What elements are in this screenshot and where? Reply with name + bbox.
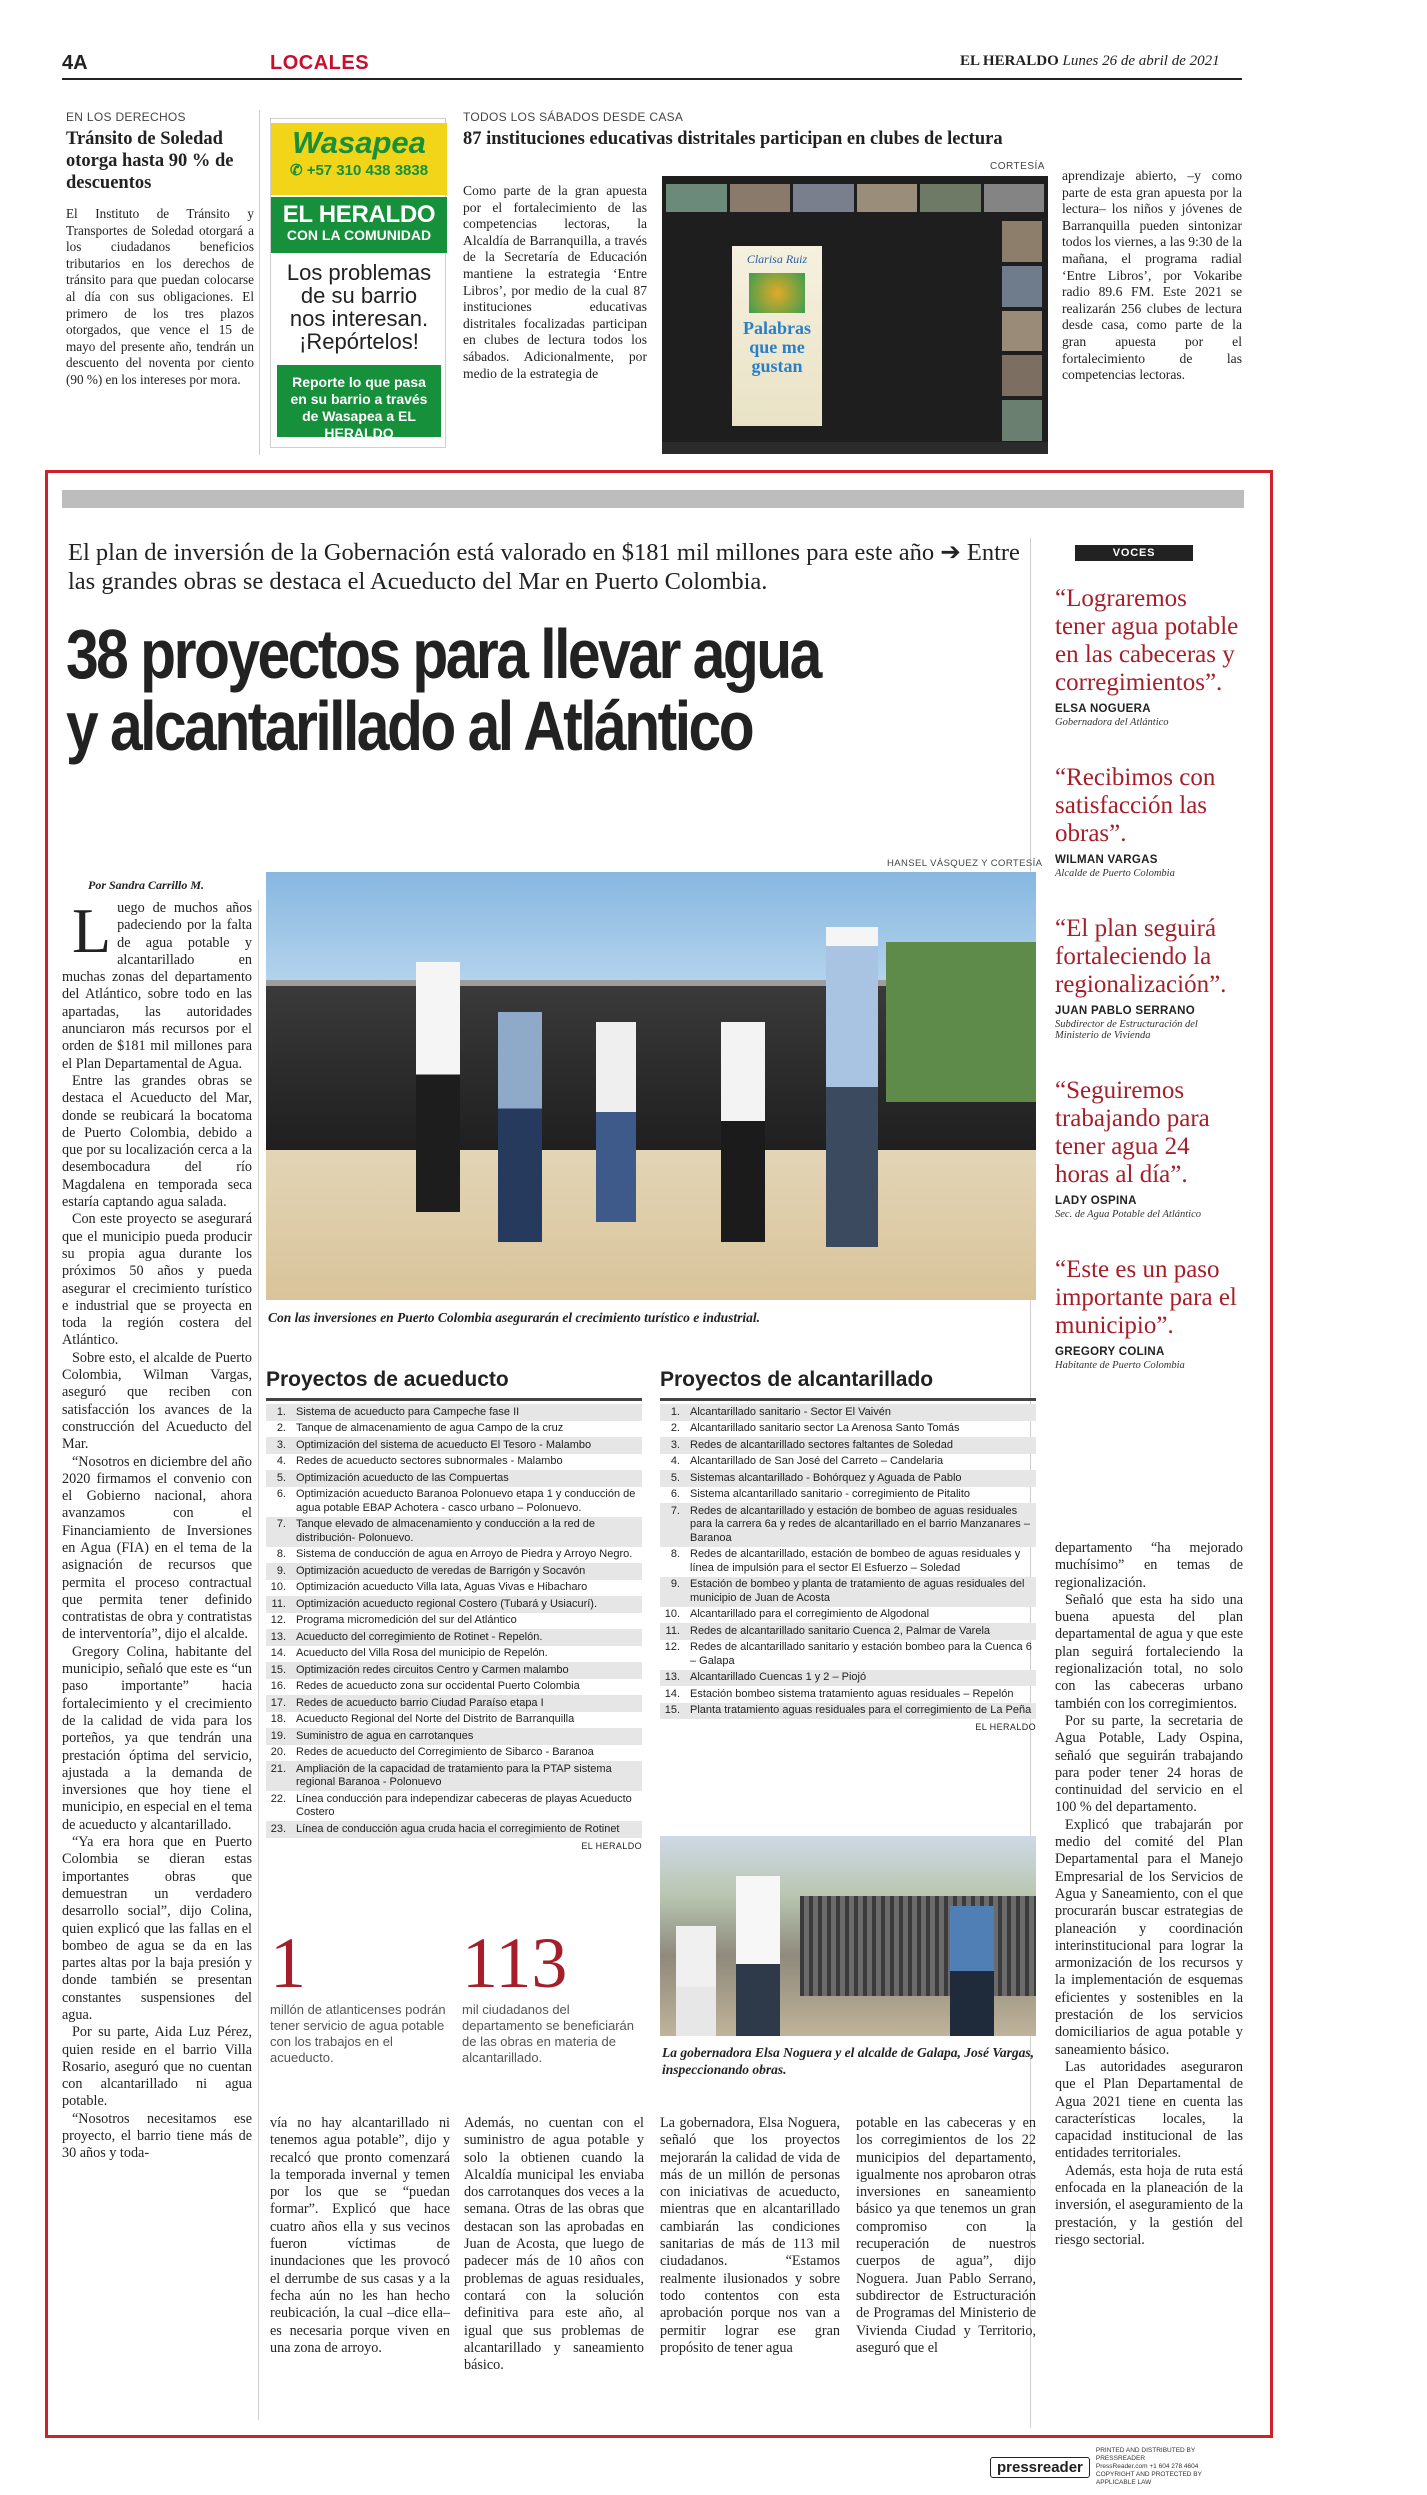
- voces-item: [1055, 764, 1243, 879]
- table-row: [266, 1487, 642, 1517]
- voces-item: [1055, 585, 1243, 728]
- row-text: Redes de alcantarillado sectores faltantes de Soledad: [690, 1438, 953, 1451]
- voces-sidebar: [1055, 545, 1243, 1371]
- row-text: Optimización acueducto de las Compuertas: [296, 1471, 509, 1484]
- row-text: Redes de alcantarillado y estación de bombeo de aguas residuales para la carrera 6a y redes de alcantarillado en el barrio Manzanares – Baranoa: [690, 1504, 1030, 1544]
- video-thumbnails: [666, 184, 1044, 212]
- rebar-grid: [800, 1896, 1036, 1996]
- row-number: 10.: [270, 1581, 286, 1593]
- legal-line3: COPYRIGHT AND PROTECTED BY APPLICABLE LAW: [1095, 2471, 1202, 2486]
- row-number: 11.: [271, 1597, 286, 1610]
- table-row: [266, 1517, 642, 1547]
- brief-lectura-col1: Como parte de la gran apuesta por el fortalecimiento de las competencias lectoras, la Alcaldía de Barranquilla, a través de la Secretaría de Educación mantiene la estrategia ‘Entre Libros’, por medio de la cual 87 instituciones educativas distritales focalizadas participan en clubes de lectura todos los sábados. Adicionalmente, por medio de la estrategia de: [463, 183, 647, 381]
- header-rule: [62, 78, 1242, 80]
- col1-paragraphs: [62, 895, 252, 2163]
- person-b: [736, 1876, 780, 2036]
- table-row: [660, 1421, 1036, 1438]
- article-paragraph: “Nosotros en diciembre del año 2020 firmamos el convenio con el Gobierno nacional, ahora avanzamos con el Financiamiento de Inversiones en Agua (FIA) en el tema de la asignación de recursos que permita el proceso contractual que permita tener definido contratistas de obra y contratistas de interventoría”, dijo el alcalde.: [62, 1453, 252, 1643]
- person-3: [596, 1022, 636, 1222]
- ad-org-line1: EL HERALDO: [282, 201, 436, 228]
- row-text: Optimización redes circuitos Centro y Carmen malambo: [296, 1663, 569, 1676]
- table-acueducto-title: Proyectos de acueducto: [266, 1368, 642, 1401]
- trees: [886, 942, 1036, 1102]
- person-a: [676, 1926, 716, 2036]
- book-illustration: [749, 273, 805, 313]
- table-row: [266, 1580, 642, 1597]
- row-text: Línea conducción para independizar cabeceras de playas Acueducto Costero: [296, 1792, 632, 1818]
- legal-line2: PressReader.com +1 604 278 4604: [1095, 2463, 1199, 2470]
- brief-body: El Instituto de Tránsito y Transportes de Soledad otorgará a los ciudadanos beneficios tributarios en los derechos de tránsito para que puedan colocarse al día con sus obligaciones. El primero de los tres plazos otorgados, que vence el 15 de mayo del presente año, tendrán un descuento del noventa por ciento (90 %) en los intereses por mora.: [66, 206, 254, 387]
- row-number: 2.: [670, 1422, 680, 1434]
- voces-label: VOCES: [1075, 545, 1193, 561]
- table-acueducto: [266, 1368, 642, 1851]
- stat-1-number: 1: [270, 1923, 306, 2003]
- section-name: LOCALES: [270, 52, 370, 74]
- masthead-title: EL HERALDO: [960, 53, 1059, 69]
- column-rule: [258, 900, 259, 2420]
- person-1: [416, 962, 460, 1212]
- ad-message: Los problemas de su barrio nos interesan. ¡Repórtelos!: [286, 260, 432, 354]
- book-title: Palabras que me gustan: [742, 318, 811, 376]
- wasapea-ad[interactable]: [270, 118, 446, 448]
- stat-1-text: millón de atlanticenses podrán tener servicio de agua potable con los trabajos en el acueducto.: [270, 2002, 446, 2065]
- person-5: [826, 927, 878, 1247]
- voces-name: JUAN PABLO SERRANO: [1055, 1005, 1196, 1017]
- row-text: Redes de acueducto zona sur occidental Puerto Colombia: [296, 1680, 580, 1692]
- table-row: [660, 1487, 1036, 1504]
- table-row: [266, 1761, 642, 1791]
- ad-brand-block: [271, 123, 447, 195]
- row-text: Acueducto del corregimiento de Rotinet - Repelón.: [296, 1630, 543, 1643]
- participant-column: [1002, 221, 1042, 441]
- voces-quote: “Recibimos con satisfacción las obras”.: [1055, 764, 1216, 847]
- row-number: 1.: [276, 1405, 286, 1418]
- row-text: Línea de conducción agua cruda hacia el corregimiento de Rotinet: [296, 1822, 620, 1835]
- column-rule: [259, 110, 260, 455]
- book-author: Clarisa Ruiz: [746, 252, 808, 266]
- brief-kicker-2: TODOS LOS SÁBADOS DESDE CASA: [463, 110, 684, 124]
- article-headline: [66, 615, 906, 765]
- byline: Por Sandra Carrillo M.: [88, 878, 205, 892]
- article-col5: potable en las cabeceras y en los corregimientos de los 22 municipios del departamento, igualmente nos aprobaron otras inversiones en saneamiento básico ya que tenemos un gran compromiso con la recuperación de nuestros cuerpos de agua”, dijo Noguera. Juan Pablo Serrano, subdirector de Estructuración de Programas del Ministerio de Vivienda Ciudad y Territorio, aseguró que el: [856, 2115, 1036, 2356]
- row-text: Ampliación de la capacidad de tratamiento para la PTAP sistema regional Baranoa - Polonuevo: [296, 1762, 612, 1788]
- arrow-icon: ➔: [940, 539, 961, 566]
- row-text: Optimización del sistema de acueducto El Tesoro - Malambo: [296, 1438, 592, 1451]
- brief-transito: [66, 110, 254, 389]
- article-paragraph: uego de muchos años padeciendo por la falta de agua potable y alcantarillado en muchas zonas del departamento del Atlántico, sobre todo en las apartadas, las autoridades anunciaron más recursos por el orden de $181 mil millones para el Plan Departamental de Agua.: [62, 900, 252, 1072]
- row-number: 12.: [664, 1641, 680, 1653]
- pressreader-legal: [1096, 2447, 1240, 2487]
- row-text: Optimización acueducto Villa Iata, Aguas Vivas e Hibacharo: [296, 1581, 588, 1593]
- table-row: [266, 1454, 642, 1471]
- table-row: [266, 1547, 642, 1564]
- voces-role: Gobernadora del Atlántico: [1055, 717, 1169, 728]
- row-text: Estación bombeo sistema tratamiento aguas residuales – Repelón: [690, 1687, 1014, 1700]
- table-acueducto-rows: [266, 1404, 642, 1838]
- row-text: Sistema de conducción de agua en Arroyo de Piedra y Arroyo Negro.: [296, 1548, 633, 1560]
- row-number: 22.: [270, 1792, 286, 1805]
- person-c: [950, 1906, 994, 2036]
- row-text: Acueducto Regional del Norte del Distrito de Barranquilla: [296, 1713, 575, 1725]
- article-paragraph: Sobre esto, el alcalde de Puerto Colombia, Wilman Vargas, aseguró que reciben con satisfacción los avances de la construcción del Acueducto del Mar.: [62, 1349, 252, 1453]
- table-row: [660, 1470, 1036, 1487]
- table-row: [660, 1404, 1036, 1421]
- masthead: [960, 53, 1220, 70]
- row-text: Alcantarillado para el corregimiento de Algodonal: [690, 1608, 930, 1620]
- zoom-meeting-photo: [662, 176, 1048, 454]
- table-row: [660, 1437, 1036, 1454]
- row-text: Redes de alcantarillado sanitario y estación bombeo para la Cuenca 6 – Galapa: [690, 1641, 1032, 1667]
- article-deck: [68, 538, 1048, 596]
- row-text: Sistemas alcantarillado - Bohórquez y Aguada de Pablo: [690, 1471, 962, 1484]
- row-number: 5.: [670, 1471, 680, 1484]
- row-number: 8.: [670, 1548, 680, 1560]
- page-number: 4A: [62, 52, 88, 74]
- row-number: 4.: [670, 1455, 680, 1467]
- stat-2: [462, 1923, 652, 2066]
- row-text: Suministro de agua en carrotanques: [296, 1729, 474, 1742]
- row-text: Optimización acueducto Baranoa Polonuevo etapa 1 y conducción de agua potable EBAP Achotera - casco urbano – Polonuevo.: [296, 1488, 636, 1514]
- taskbar: [662, 442, 1048, 454]
- row-number: 6.: [670, 1488, 680, 1500]
- brief-headline-2: 87 instituciones educativas distritales participan en clubes de lectura: [463, 129, 1003, 149]
- stat-2-number: 113: [462, 1923, 568, 2003]
- headline-line2: y alcantarillado al Atlántico: [66, 687, 753, 765]
- ad-brand: Wasapea: [292, 125, 426, 160]
- ad-org-line2: CON LA COMUNIDAD: [286, 227, 432, 243]
- stat-1: [270, 1923, 450, 2066]
- table-row: [660, 1670, 1036, 1687]
- book-cover: [732, 246, 822, 426]
- row-text: Acueducto del Villa Rosa del municipio de Repelón.: [296, 1647, 548, 1659]
- row-number: 3.: [276, 1438, 286, 1451]
- voces-item: [1055, 915, 1243, 1041]
- article-paragraph: Además, esta hoja de ruta está enfocada en la planeación de la inversión, el aseguramiento de la prestación, y la gestión del riesgo sectorial.: [1055, 2162, 1243, 2248]
- deck-part1: El plan de inversión de la Gobernación está valorado en $181 mil millones para este año: [68, 539, 935, 566]
- row-number: 10.: [664, 1608, 680, 1620]
- voces-quote: “Este es un paso importante para el municipio”.: [1055, 1256, 1237, 1339]
- row-number: 4.: [276, 1455, 286, 1467]
- ad-footer: Reporte lo que pasa en su barrio a través de Wasapea a EL HERALDO: [277, 365, 441, 437]
- article-paragraph: Por su parte, Aida Luz Pérez, quien reside en el barrio Villa Rosario, aseguró que no cuentan con alcantarillado ni agua potable.: [62, 2024, 252, 2110]
- legal-line1: PRINTED AND DISTRIBUTED BY PRESSREADER: [1095, 2447, 1196, 2462]
- voces-role: Subdirector de Estructuración del Ministerio de Vivienda: [1055, 1019, 1198, 1041]
- table-alcantarillado-source: EL HERALDO: [975, 1722, 1036, 1732]
- row-number: 15.: [270, 1663, 286, 1676]
- article-paragraph: “Ya era hora que en Puerto Colombia se dieran estas importantes obras que demuestran un verdadero desarrollo social”, dijo Colina, quien explicó que las fallas en el bombeo de agua se da en las partes altas por la baja presión y donde también se presentan constantes suspensiones del agua.: [62, 1834, 252, 2023]
- row-text: Optimización acueducto de veredas de Barrigón y Socavón: [296, 1564, 586, 1577]
- table-row: [660, 1577, 1036, 1607]
- table-alcantarillado-rows: [660, 1404, 1036, 1719]
- table-row: [266, 1695, 642, 1712]
- dropcap: L: [72, 895, 112, 966]
- table-row: [266, 1662, 642, 1679]
- article-paragraph: Explicó que trabajarán por medio del comité del Plan Departamental para el Manejo Empresarial de los Servicios de Agua y Saneamiento, con el que procurarán buscar estrategias de planeación y coordinación interinstitucional para lograr la armonización de los recursos y la implementación de esquemas eficientes y sostenibles en la prestación de los servicios domiciliarios de agua potable y saneamiento básico.: [1055, 1816, 1243, 2058]
- voces-item: [1055, 1256, 1243, 1371]
- ad-phone: [271, 161, 447, 179]
- row-text: Tanque elevado de almacenamiento y conducción a la red de distribución- Polonuevo.: [296, 1518, 596, 1544]
- table-row: [266, 1613, 642, 1630]
- table-row: [266, 1821, 642, 1838]
- table-acueducto-source: EL HERALDO: [581, 1840, 642, 1851]
- row-number: 14.: [664, 1687, 680, 1700]
- article-col6: [1055, 1540, 1243, 2249]
- main-photo: [266, 872, 1036, 1300]
- voces-name: WILMAN VARGAS: [1055, 854, 1158, 866]
- brief-lectura: [463, 110, 1243, 150]
- voces-list: [1055, 585, 1243, 1371]
- ad-phone-number: +57 310 438 3838: [306, 162, 429, 179]
- voces-quote: “El plan seguirá fortaleciendo la regionalización”.: [1055, 915, 1227, 998]
- brief-lectura-col2: aprendizaje abierto, –y como parte de esta gran apuesta por la lectura– los niños y jóvenes de Barranquilla pueden sintonizar todos los viernes, a las 9:30 de la mañana, el programa radial ‘Entre Libros’, por Vokaribe radio 89.6 FM. Este 2021 se realizarán 256 clubes de lectura desde casa, como parte de la gran apuesta por el fortalecimiento de las competencias lectoras.: [1062, 168, 1242, 383]
- table-row: [266, 1437, 642, 1454]
- table-row: [660, 1607, 1036, 1624]
- stat-2-text: mil ciudadanos del departamento se beneficiarán de las obras en materia de alcantarillado.: [462, 2002, 635, 2065]
- article-paragraph: Las autoridades aseguraron que el Plan Departamental de Agua 2021 tiene en cuenta las características locales, la capacidad institucional de las entidades territoriales.: [1055, 2058, 1243, 2162]
- table-row: [266, 1470, 642, 1487]
- article-paragraph: departamento “ha mejorado muchísimo” en temas de regionalización.: [1055, 1540, 1243, 1591]
- row-number: 17.: [270, 1696, 286, 1709]
- table-alcantarillado: [660, 1368, 1036, 1732]
- person-4: [721, 1022, 765, 1242]
- person-2: [498, 1012, 542, 1242]
- row-text: Sistema de acueducto para Campeche fase II: [296, 1405, 520, 1418]
- row-text: Programa micromedición del sur del Atlántico: [296, 1614, 517, 1626]
- voces-role: Habitante de Puerto Colombia: [1055, 1360, 1185, 1371]
- table-row: [660, 1623, 1036, 1640]
- row-number: 11.: [665, 1624, 680, 1637]
- voces-name: LADY OSPINA: [1055, 1195, 1137, 1207]
- table-row: [266, 1745, 642, 1762]
- brief-headline: Tránsito de Soledad otorga hasta 90 % de descuentos: [66, 129, 234, 193]
- row-number: 3.: [670, 1438, 680, 1451]
- inspection-caption: La gobernadora Elsa Noguera y el alcalde de Galapa, José Vargas, inspeccionando obras.: [662, 2045, 1034, 2077]
- row-text: Alcantarillado Cuencas 1 y 2 – Piojó: [690, 1671, 867, 1683]
- row-text: Redes de alcantarillado, estación de bombeo de aguas residuales y línea de impulsión para el sector El Esfuerzo – Soledad: [690, 1548, 1021, 1574]
- article-col4: La gobernadora, Elsa Noguera, señaló que los proyectos mejorarán la calidad de vida de más de un millón de personas con iniciativas de acueducto, mientras que en alcantarillado cambiarán las condiciones sanitarias de más de 113 mil ciudadanos. “Estamos realmente ilusionados y sobre todo contentos con esta aprobación porque nos van a permitir lograr ese gran propósito de tener agua: [660, 2115, 840, 2356]
- pressreader-footer[interactable]: [990, 2447, 1240, 2486]
- row-number: 9.: [670, 1578, 680, 1590]
- table-row: [266, 1791, 642, 1821]
- row-text: Redes de alcantarillado sanitario Cuenca 2, Palmar de Varela: [690, 1624, 991, 1637]
- whatsapp-icon: ✆: [289, 162, 303, 179]
- row-number: 8.: [276, 1548, 286, 1560]
- table-row: [266, 1646, 642, 1663]
- voces-role: Alcalde de Puerto Colombia: [1055, 868, 1175, 879]
- table-row: [266, 1712, 642, 1729]
- row-text: Sistema alcantarillado sanitario - corregimiento de Pitalito: [690, 1488, 971, 1500]
- row-number: 7.: [670, 1504, 680, 1517]
- table-row: [660, 1454, 1036, 1471]
- article-col2: vía no hay alcantarillado ni tenemos agua potable”, dijo y recalcó que pronto comenzará la temporada invernal y temen por los que se “puedan formar”. Explicó que hace cuatro años ella y sus vecinos fueron víctimas de inundaciones que les provocó el derrumbe de sus casas y a la fecha aún no les han hecho reubicación, la cual –dice ella– es necesaria porque viven en una zona de arroyo.: [270, 2115, 450, 2356]
- photo-credit-small: CORTESÍA: [990, 161, 1045, 172]
- table-row: [266, 1679, 642, 1696]
- row-number: 18.: [270, 1713, 286, 1725]
- row-text: Estación de bombeo y planta de tratamiento de aguas residuales del municipio de Juan de Acosta: [690, 1578, 1025, 1604]
- voces-item: [1055, 1077, 1243, 1220]
- main-photo-credit: HANSEL VÁSQUEZ Y CORTESÍA: [887, 858, 1043, 869]
- inspection-photo: [660, 1836, 1036, 2036]
- article-col1: [62, 895, 252, 2163]
- article-paragraph: Entre las grandes obras se destaca el Acueducto del Mar, donde se reubicará la bocatoma de Puerto Colombia, debido a que por su localización cerca a la desembocadura del río Magdalena en temporada seca estaría captando agua salada.: [62, 1072, 252, 1211]
- section-gray-bar: [62, 490, 1244, 508]
- row-number: 13.: [664, 1671, 680, 1683]
- table-alcantarillado-title: Proyectos de alcantarillado: [660, 1368, 1036, 1401]
- table-row: [266, 1563, 642, 1580]
- row-text: Planta tratamiento aguas residuales para el corregimiento de La Peña: [690, 1704, 1032, 1716]
- row-number: 23.: [270, 1822, 286, 1835]
- article-paragraph: “Nosotros necesitamos ese proyecto, el barrio tiene más de 30 años y toda-: [62, 2110, 252, 2162]
- row-number: 6.: [276, 1488, 286, 1500]
- row-number: 19.: [270, 1729, 286, 1742]
- voces-quote: “Seguiremos trabajando para tener agua 24 horas al día”.: [1055, 1077, 1210, 1188]
- row-number: 7.: [276, 1518, 286, 1530]
- table-row: [266, 1404, 642, 1421]
- main-photo-caption: Con las inversiones en Puerto Colombia asegurarán el crecimiento turístico e industrial.: [268, 1310, 761, 1325]
- table-row: [266, 1728, 642, 1745]
- table-row: [660, 1686, 1036, 1703]
- voces-role: Sec. de Agua Potable del Atlántico: [1055, 1209, 1201, 1220]
- article-paragraph: Gregory Colina, habitante del municipio, señaló que este es “un paso importante” hacia fortalecimiento y el crecimiento de la calidad de vida para los porteños, ya que tendrán una prestación óptima del servicio, ajustada a la demanda de inversiones que hoy tiene el municipio, en especial en el tema de acueducto y alcantarillado.: [62, 1643, 252, 1833]
- row-text: Alcantarillado sanitario - Sector El Vaivén: [690, 1405, 891, 1418]
- row-number: 13.: [270, 1630, 286, 1643]
- headline-line1: 38 proyectos para llevar agua: [66, 615, 820, 693]
- table-row: [660, 1640, 1036, 1670]
- issue-date: Lunes 26 de abril de 2021: [1062, 53, 1220, 69]
- article-col3: Además, no cuentan con el suministro de agua potable y solo la obtienen cuando la Alcaldía municipal les enviaba dos carrotanques dos veces a la semana. Otras de las obras que destacan son las aprobadas en Juan de Acosta, que luego de padecer más de 10 años con problemas de aguas residuales, contará con la solución definitiva para este año, al igual que sus problemas de alcantarillado y saneamiento básico.: [464, 2115, 644, 2374]
- row-text: Redes de acueducto barrio Ciudad Paraíso etapa I: [296, 1696, 544, 1709]
- article-paragraph: Por su parte, la secretaria de Agua Potable, Lady Ospina, señaló que seguirán trabajando para poder tener 24 horas de continuidad del servicio en el 100 % del departamento.: [1055, 1712, 1243, 1816]
- table-row: [660, 1703, 1036, 1720]
- table-row: [660, 1503, 1036, 1547]
- row-number: 9.: [276, 1564, 286, 1577]
- deck-part2: Entre las grandes obras se destaca el Acueducto del Mar en Puerto Colombia.: [68, 539, 1020, 595]
- row-text: Redes de acueducto del Corregimiento de Sibarco - Baranoa: [296, 1746, 594, 1758]
- table-row: [266, 1421, 642, 1438]
- pressreader-logo: pressreader: [990, 2457, 1090, 2478]
- voces-name: ELSA NOGUERA: [1055, 703, 1151, 715]
- voces-quote: “Lograremos tener agua potable en las cabeceras y corregimientos”.: [1055, 585, 1239, 696]
- article-paragraph: Con este proyecto se asegurará que el municipio pueda producir su propia agua durante los próximos 50 años y pueda asegurar el crecimiento turístico e industrial que se proyecta en toda la región costera del Atlántico.: [62, 1211, 252, 1349]
- row-number: 15.: [664, 1704, 680, 1716]
- table-row: [266, 1596, 642, 1613]
- row-number: 20.: [270, 1746, 286, 1758]
- row-number: 16.: [270, 1680, 286, 1692]
- table-row: [660, 1547, 1036, 1577]
- row-text: Optimización acueducto regional Costero (Tubará y Usiacurí).: [296, 1597, 598, 1610]
- ad-org-block: [271, 197, 447, 253]
- row-text: Tanque de almacenamiento de agua Campo de la cruz: [296, 1422, 564, 1434]
- row-number: 21.: [270, 1762, 286, 1775]
- row-text: Alcantarillado sanitario sector La Arenosa Santo Tomás: [690, 1422, 960, 1434]
- row-text: Alcantarillado de San José del Carreto – Candelaria: [690, 1455, 944, 1467]
- article-paragraph: Señaló que esta ha sido una buena apuesta del plan departamental de agua y que este plan seguirá fortaleciendo la regionalización total, no solo con las cabeceras urbano también con los corregimientos.: [1055, 1591, 1243, 1712]
- voces-name: GREGORY COLINA: [1055, 1346, 1165, 1358]
- row-number: 5.: [276, 1471, 286, 1484]
- row-number: 12.: [270, 1614, 286, 1626]
- table-row: [266, 1629, 642, 1646]
- row-number: 14.: [270, 1647, 286, 1659]
- row-text: Redes de acueducto sectores subnormales - Malambo: [296, 1455, 563, 1467]
- row-number: 2.: [276, 1422, 286, 1434]
- brief-kicker: EN LOS DERECHOS: [66, 110, 186, 124]
- row-number: 1.: [670, 1405, 680, 1418]
